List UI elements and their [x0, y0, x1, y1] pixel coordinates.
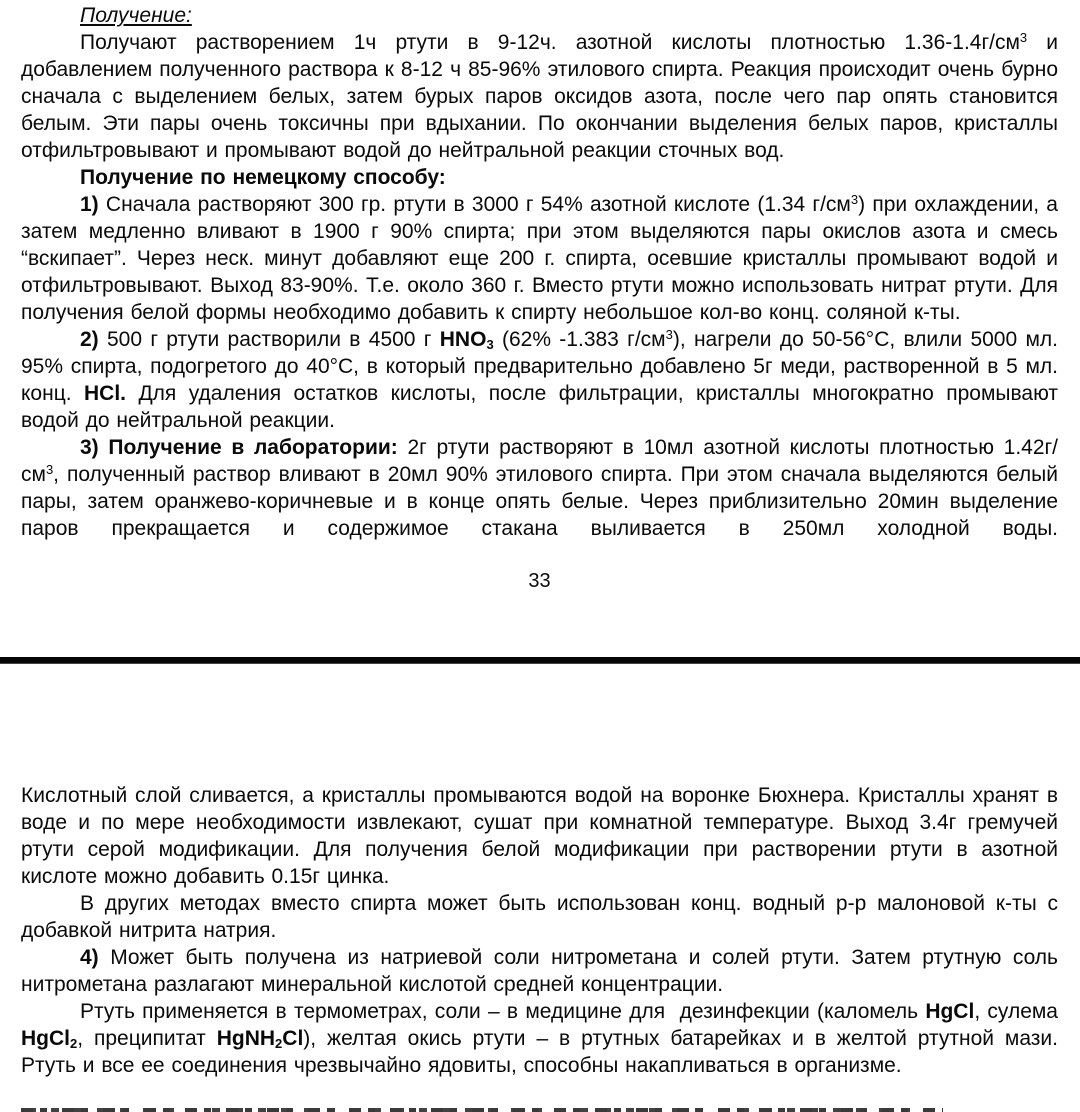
- text-segment: 2: [275, 1036, 283, 1051]
- text-segment: 2г ртути растворяют в 10мл азотной кислоты плотностью 1.42г/см: [21, 436, 1059, 486]
- text-segment: 3) Получение в лаборатории:: [80, 436, 398, 459]
- text-segment: Сначала растворяют 300 гр. ртути в 3000 г 54% азотной кислоте (1.34 г/см: [98, 193, 851, 216]
- page-break-divider: [0, 657, 1080, 664]
- paragraph-other-methods: [21, 890, 1058, 944]
- text-segment: ) при охлаждении, а затем медленно вливают в 1900 г 90% спирта; при этом выделяются пары окислов азота и смесь “вскипает”. Через неск. минут добавляют еще 200 г. спирта, осевшие кристаллы промывают водой и отфильтровывают. Выход 83-90%. Т.е. около 360 г. Вместо ртути можно использовать нитрат ртути. Для получения белой формы необходимо добавить к спирту небольшое кол-во конц. соляной к-ты.: [21, 193, 1058, 324]
- text-segment: Может быть получена из натриевой соли нитрометана и солей ртути. Затем ртутную соль нитрометана разлагают минеральной кислотой средней концентрации.: [21, 946, 1058, 996]
- text-segment: (62% -1.383 г/см: [493, 328, 666, 351]
- text-segment: 500 г ртути растворили в 4500 г: [98, 328, 440, 351]
- text-segment: 3: [486, 337, 494, 352]
- text-segment: Cl: [282, 1027, 304, 1050]
- page-33-text-body: [21, 2, 1058, 542]
- text-segment: ), нагрели до 50-56°С, влили 5000 мл. 95% спирта, подогретого до 40°С, в который предварительно добавлено 5г меди, растворенной в 5 мл. конц.: [21, 328, 1058, 405]
- text-segment: , сулема: [974, 1000, 1058, 1023]
- text-segment: HCl.: [84, 382, 127, 405]
- paragraph-method-3-lab: [21, 434, 1058, 542]
- cropped-text-line: [21, 1108, 943, 1112]
- text-segment: Для удаления остатков кислоты, после фильтрации, кристаллы многократно промывают водой до нейтральной реакции.: [21, 382, 1058, 432]
- text-segment: Ртуть применяется в термометрах, соли – в медицине для дезинфекции (каломель: [80, 1000, 926, 1023]
- paragraph-method-4: [21, 944, 1058, 998]
- text-segment: 3: [1019, 30, 1028, 45]
- paragraph-continuation-crystals: [21, 782, 1058, 890]
- section-heading-german-method: [21, 164, 1058, 191]
- text-segment: и добавлением полученного раствора к 8-12 ч 85-96% этилового спирта. Реакция происходит очень бурно сначала с выделением белых, затем бурых паров оксидов азота, после чего пар опять становится белым. Эти пары очень токсичны при вдыхании. По окончании выделения белых паров, кристаллы отфильтровывают и промывают водой до нейтральной реакции сточных вод.: [21, 31, 1058, 162]
- text-segment: , полученный раствор вливают в 20мл 90% этилового спирта. При этом сначала выделяются белый пары, затем оранжево-коричневые и в конце опять белые. Через приблизительно 20мин выделение паров прекращается и содержимое стакана выливается в 250мл холодной воды.: [21, 463, 1058, 540]
- text-segment: В других методах вместо спирта может быть использован конц. водный р-р малоновой к-ты с добавкой нитрита натрия.: [21, 892, 1058, 942]
- text-segment: ), желтая окись ртути – в ртутных батарейках и в желтой ртутной мази. Ртуть и все ее соединения чрезвычайно ядовиты, способны накапливаться в организме.: [21, 1027, 1058, 1077]
- paragraph-method-2: [21, 326, 1058, 434]
- text-segment: HgCl: [21, 1027, 70, 1050]
- text-segment: 4): [80, 946, 99, 969]
- text-segment: 2: [70, 1036, 78, 1051]
- text-segment: HgCl: [925, 1000, 975, 1023]
- paragraph-general-method: [21, 29, 1058, 164]
- text-segment: Получают растворением 1ч ртути в 9-12ч. азотной кислоты плотностью 1.36-1.4г/см: [80, 31, 1020, 54]
- text-segment: Получение по немецкому способу:: [80, 166, 446, 189]
- text-segment: 2): [80, 328, 99, 351]
- text-segment: HNO: [439, 328, 487, 351]
- text-segment: 1): [80, 193, 99, 216]
- next-page-text-body: [21, 782, 1058, 1079]
- paragraph-mercury-uses: [21, 998, 1058, 1079]
- text-segment: , преципитат: [77, 1027, 217, 1050]
- section-title-poluchenie: [21, 2, 1058, 29]
- text-segment: Получение:: [80, 4, 192, 27]
- text-segment: 3: [665, 327, 673, 342]
- text-segment: Кислотный слой сливается, а кристаллы промываются водой на воронке Бюхнера. Кристаллы хранят в воде и по мере необходимости извлекают, сушат при комнатной температуре. Выход 3.4г гремучей ртути серой модификации. Для получения белой модификации при растворении ртути в азотной кислоте можно добавить 0.15г цинка.: [21, 784, 1058, 888]
- text-segment: 3: [45, 462, 54, 477]
- text-segment: HgNH: [216, 1027, 276, 1050]
- text-segment: 3: [850, 192, 859, 207]
- paragraph-method-1: [21, 191, 1058, 326]
- page-number: 33: [528, 570, 551, 592]
